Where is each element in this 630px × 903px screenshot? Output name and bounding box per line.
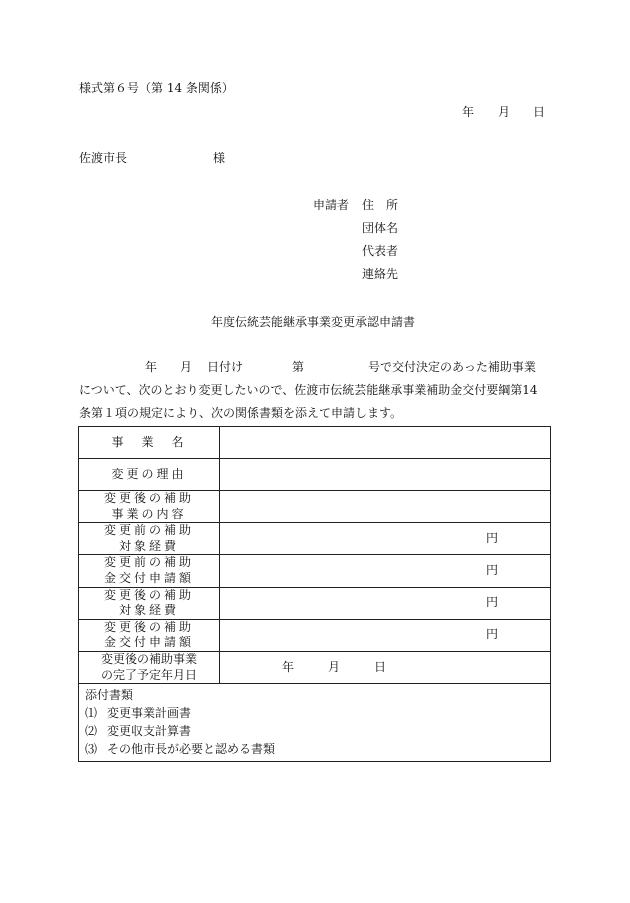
addressee-title: 佐渡市長 [79, 151, 128, 165]
date-year: 年 [462, 105, 475, 119]
body-line1-rest: 号で交付決定のあった補助事業 [368, 360, 536, 374]
body-line2: について、次のとおり変更したいので、佐渡市伝統芸能継承事業補助金交付要綱第14 [79, 383, 538, 397]
body-year: 年 [145, 360, 158, 374]
table-row [79, 651, 551, 683]
table-row [79, 427, 551, 459]
yen-unit: 円 [485, 530, 498, 545]
list-item: ⑵ 変更収支計算書 [85, 724, 192, 739]
body-dai: 第 [292, 360, 305, 374]
yen-unit: 円 [485, 627, 498, 642]
before-amount-field[interactable] [220, 555, 551, 587]
table-row [79, 684, 551, 762]
list-item: ⑶ その他市長が必要と認める書類 [85, 742, 276, 757]
document-title: 年度伝統芸能継承事業変更承認申請書 [211, 315, 416, 329]
applicant-representative: 代表者 [362, 244, 399, 258]
applicant-contact: 連絡先 [362, 267, 399, 281]
body-day-dated: 日付け [207, 360, 244, 374]
table-row [79, 587, 551, 619]
row-label: 変更後の補助 事業の内容 [79, 491, 220, 523]
after-cost-field[interactable] [220, 587, 551, 619]
table-row [79, 491, 551, 523]
table-row [79, 619, 551, 651]
change-reason-field[interactable] [220, 459, 551, 491]
row-label: 変更後の補助事業 の完了予定年月日 [79, 651, 220, 683]
completion-date-field[interactable]: 年 月 日 [220, 651, 551, 683]
application-table [78, 426, 551, 762]
table-row [79, 523, 551, 555]
applicant-group-name: 団体名 [362, 221, 399, 235]
yen-unit: 円 [485, 595, 498, 610]
row-label: 変更前の補助 対象経費 [79, 523, 220, 555]
row-label: 事 業 名 [79, 427, 220, 459]
table-row [79, 555, 551, 587]
body-month: 月 [180, 360, 193, 374]
row-label: 変更後の補助 金交付申請額 [79, 619, 220, 651]
changed-content-field[interactable] [220, 491, 551, 523]
attachments-heading: 添付書類 [85, 688, 134, 703]
attachments-cell [79, 684, 551, 762]
table-row [79, 459, 551, 491]
business-name-field[interactable] [220, 427, 551, 459]
addressee-honorific: 様 [213, 151, 226, 165]
row-label: 変更の理由 [79, 459, 220, 491]
row-label: 変更前の補助 金交付申請額 [79, 555, 220, 587]
yen-unit: 円 [485, 563, 498, 578]
date-month: 月 [498, 105, 511, 119]
before-cost-field[interactable] [220, 523, 551, 555]
applicant-address: 住 所 [362, 198, 399, 212]
row-label: 変更後の補助 対象経費 [79, 587, 220, 619]
form-number: 様式第６号（第 14 条関係） [79, 81, 234, 95]
date-day: 日 [533, 105, 546, 119]
after-amount-field[interactable] [220, 619, 551, 651]
applicant-label: 申請者 [313, 198, 350, 212]
list-item: ⑴ 変更事業計画書 [85, 706, 192, 721]
body-line3: 条第１項の規定により、次の関係書類を添えて申請します。 [79, 406, 403, 420]
